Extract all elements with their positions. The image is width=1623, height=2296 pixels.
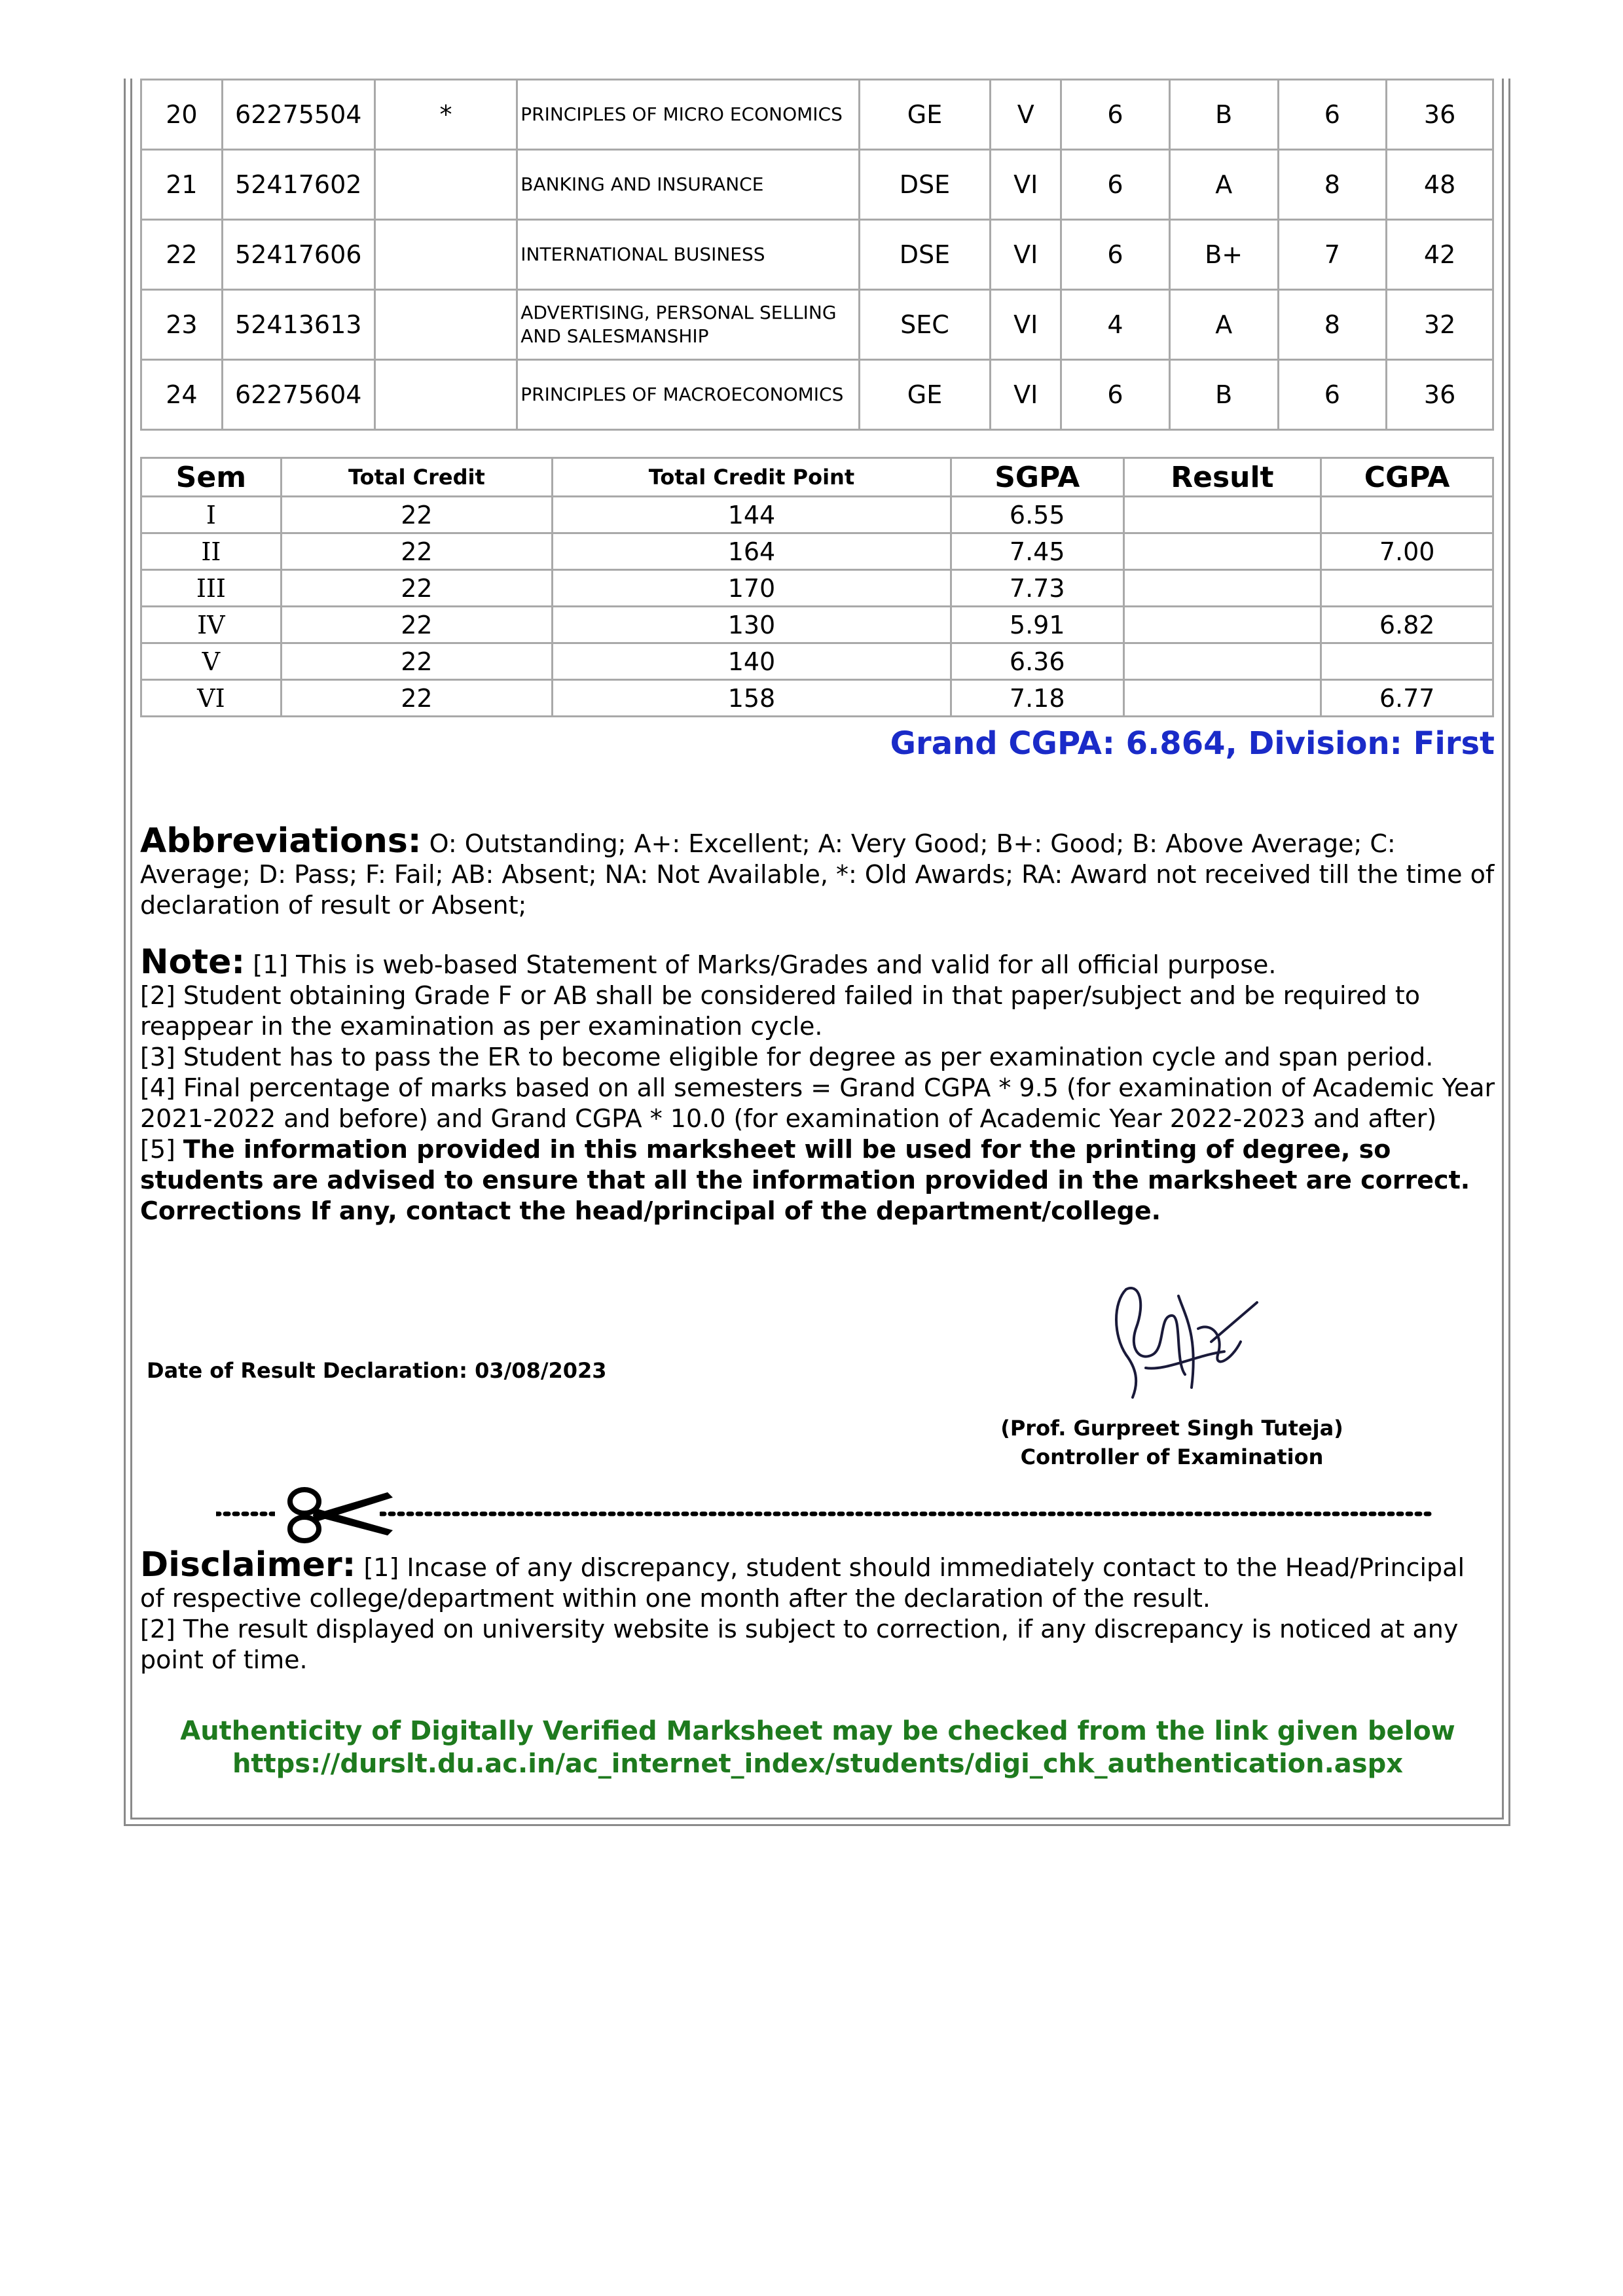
summary-header-row: [141, 458, 1493, 497]
cell-semester: VI: [991, 150, 1061, 220]
note-5-prefix: [5]: [140, 1135, 183, 1164]
cell-paper-code: 52413613: [222, 290, 374, 360]
cell-credit: 6: [1061, 220, 1170, 290]
summary-row: [141, 680, 1493, 717]
note-3: [3] Student has to pass the ER to become eligible for degree as per examination cycle and span period.: [140, 1043, 1434, 1071]
cell-grade-point: 6: [1278, 80, 1387, 150]
cell-award-mark: *: [374, 80, 517, 150]
abbreviations-text: O: Outstanding; A+: Excellent; A: Very Good; B+: Good; B: Above Average; C: Average; D: Pass; F: Fail; AB: Absent; NA: Not Available, *: Old Awards; RA: Award not received till the time of declaration of result or Absent;: [140, 829, 1495, 920]
header-total-credit-point: Total Credit Point: [553, 458, 951, 497]
cell-grade-point: 8: [1278, 150, 1387, 220]
authenticity-link[interactable]: https://durslt.du.ac.in/ac_internet_index/students/digi_chk_authentication.aspx: [232, 1749, 1404, 1779]
cell-paper-type: SEC: [859, 290, 991, 360]
header-sem: Sem: [141, 458, 282, 497]
cell-sem: V: [141, 643, 282, 680]
cell-total-credit-point: 130: [553, 607, 951, 643]
notes: [140, 942, 1495, 1227]
table-row: [141, 290, 1493, 360]
cell-result: [1123, 570, 1321, 607]
cell-serial: 22: [141, 220, 223, 290]
cell-total-credit: 22: [281, 643, 552, 680]
note-label: Note:: [140, 942, 246, 982]
cell-award-mark: [374, 220, 517, 290]
cell-paper-type: GE: [859, 360, 991, 430]
cell-result: [1123, 533, 1321, 570]
cell-result: [1123, 680, 1321, 717]
scissors-icon: [275, 1490, 393, 1541]
header-total-credit: Total Credit: [281, 458, 552, 497]
cell-paper-title: ADVERTISING, PERSONAL SELLING AND SALESMANSHIP: [517, 290, 859, 360]
abbreviations-label: Abbreviations:: [140, 821, 422, 861]
signatory-name: (Prof. Gurpreet Singh Tuteja): [1000, 1416, 1343, 1441]
cell-paper-code: 52417606: [222, 220, 374, 290]
summary-row: [141, 643, 1493, 680]
cell-semester: VI: [991, 360, 1061, 430]
cell-sgpa: 6.36: [951, 643, 1123, 680]
header-result: Result: [1123, 458, 1321, 497]
cell-total-credit-point: 158: [553, 680, 951, 717]
signatory: [943, 1414, 1401, 1471]
cell-result: [1123, 497, 1321, 533]
cell-paper-title: PRINCIPLES OF MICRO ECONOMICS: [517, 80, 859, 150]
cell-credit: 4: [1061, 290, 1170, 360]
cell-cgpa: 6.82: [1321, 607, 1493, 643]
summary-row: [141, 570, 1493, 607]
signature-image: [1100, 1276, 1270, 1407]
cell-credit-point: 42: [1387, 220, 1493, 290]
note-4: [4] Final percentage of marks based on all semesters = Grand CGPA * 9.5 (for examination of Academic Year 2021-2022 and before) and Grand CGPA * 10.0 (for examination of Academic Year 2022-2023 and after): [140, 1073, 1495, 1133]
cell-credit-point: 36: [1387, 360, 1493, 430]
cell-semester: V: [991, 80, 1061, 150]
cell-total-credit: 22: [281, 533, 552, 570]
cell-grade-point: 8: [1278, 290, 1387, 360]
cell-paper-type: GE: [859, 80, 991, 150]
note-5: The information provided in this marksheet will be used for the printing of degree, so students are advised to ensure that all the information provided in the marksheet are correct. Corrections If any, contact the head/principal of the department/college.: [140, 1135, 1470, 1225]
cell-result: [1123, 607, 1321, 643]
cell-paper-title: PRINCIPLES OF MACROECONOMICS: [517, 360, 859, 430]
cell-total-credit-point: 140: [553, 643, 951, 680]
authenticity-text: Authenticity of Digitally Verified Marksheet may be checked from the link given below: [180, 1716, 1455, 1746]
cell-semester: VI: [991, 290, 1061, 360]
cell-sgpa: 7.73: [951, 570, 1123, 607]
cell-paper-code: 62275604: [222, 360, 374, 430]
cell-total-credit-point: 144: [553, 497, 951, 533]
cell-sgpa: 6.55: [951, 497, 1123, 533]
cell-result: [1123, 643, 1321, 680]
cell-semester: VI: [991, 220, 1061, 290]
cell-grade: A: [1169, 290, 1278, 360]
note-2: [2] Student obtaining Grade F or AB shall be considered failed in that paper/subject and be required to reappear in the examination as per examination cycle.: [140, 981, 1421, 1041]
cell-award-mark: [374, 150, 517, 220]
cell-sem: IV: [141, 607, 282, 643]
cell-total-credit-point: 170: [553, 570, 951, 607]
header-cgpa: CGPA: [1321, 458, 1493, 497]
cell-sem: I: [141, 497, 282, 533]
cell-total-credit: 22: [281, 680, 552, 717]
cell-credit: 6: [1061, 80, 1170, 150]
cell-award-mark: [374, 290, 517, 360]
disclaimer-2: [2] The result displayed on university website is subject to correction, if any discrepancy is noticed at any point of time.: [140, 1615, 1459, 1674]
summary-row: [141, 533, 1493, 570]
cell-sem: VI: [141, 680, 282, 717]
summary-row: [141, 497, 1493, 533]
cell-paper-title: BANKING AND INSURANCE: [517, 150, 859, 220]
cell-cgpa: 6.77: [1321, 680, 1493, 717]
grand-cgpa: Grand CGPA: 6.864, Division: First: [890, 725, 1495, 762]
cell-serial: 23: [141, 290, 223, 360]
cell-award-mark: [374, 360, 517, 430]
disclaimer: [140, 1545, 1495, 1676]
subjects-table: [140, 79, 1494, 431]
header-sgpa: SGPA: [951, 458, 1123, 497]
cell-grade-point: 7: [1278, 220, 1387, 290]
cell-grade-point: 6: [1278, 360, 1387, 430]
cell-paper-code: 52417602: [222, 150, 374, 220]
cell-sem: III: [141, 570, 282, 607]
semester-summary-table: [140, 457, 1494, 717]
cell-paper-title: INTERNATIONAL BUSINESS: [517, 220, 859, 290]
cell-serial: 21: [141, 150, 223, 220]
cell-grade: B: [1169, 80, 1278, 150]
cell-grade: B+: [1169, 220, 1278, 290]
disclaimer-1: [1] Incase of any discrepancy, student should immediately contact to the Head/Principal of respective college/department within one month after the declaration of the result.: [140, 1553, 1465, 1613]
cell-sgpa: 7.45: [951, 533, 1123, 570]
signatory-role: Controller of Examination: [1020, 1444, 1324, 1469]
cell-credit-point: 48: [1387, 150, 1493, 220]
cell-paper-type: DSE: [859, 150, 991, 220]
cell-grade: A: [1169, 150, 1278, 220]
result-declaration-date: Date of Result Declaration: 03/08/2023: [147, 1358, 607, 1383]
cell-serial: 24: [141, 360, 223, 430]
cell-credit: 6: [1061, 150, 1170, 220]
table-row: [141, 80, 1493, 150]
cell-total-credit: 22: [281, 570, 552, 607]
cell-credit-point: 32: [1387, 290, 1493, 360]
cell-sgpa: 5.91: [951, 607, 1123, 643]
table-row: [141, 360, 1493, 430]
cell-total-credit: 22: [281, 607, 552, 643]
note-1: [1] This is web-based Statement of Marks/Grades and valid for all official purpose.: [245, 950, 1277, 979]
cell-paper-code: 62275504: [222, 80, 374, 150]
cell-credit: 6: [1061, 360, 1170, 430]
cut-line: [216, 1479, 1434, 1551]
table-row: [141, 150, 1493, 220]
disclaimer-label: Disclaimer:: [140, 1545, 356, 1585]
cell-grade: B: [1169, 360, 1278, 430]
cell-credit-point: 36: [1387, 80, 1493, 150]
cell-total-credit: 22: [281, 497, 552, 533]
cell-cgpa: 7.00: [1321, 533, 1493, 570]
cell-sgpa: 7.18: [951, 680, 1123, 717]
cell-paper-type: DSE: [859, 220, 991, 290]
cell-sem: II: [141, 533, 282, 570]
cell-serial: 20: [141, 80, 223, 150]
cell-cgpa: [1321, 643, 1493, 680]
summary-row: [141, 607, 1493, 643]
table-row: [141, 220, 1493, 290]
cell-cgpa: [1321, 497, 1493, 533]
cell-cgpa: [1321, 570, 1493, 607]
abbreviations: [140, 821, 1495, 921]
cell-total-credit-point: 164: [553, 533, 951, 570]
